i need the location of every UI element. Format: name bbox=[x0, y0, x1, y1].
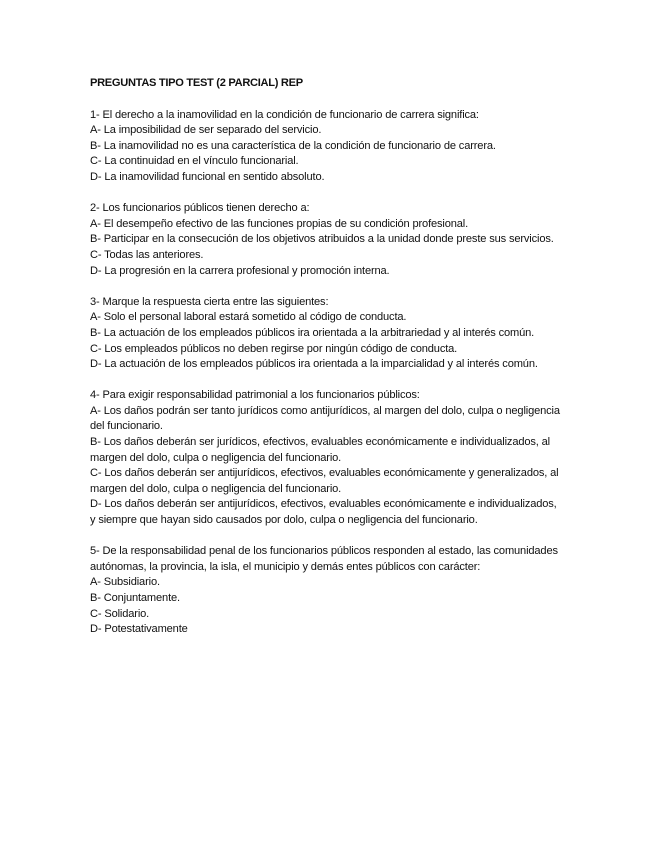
question-1 bbox=[90, 108, 560, 186]
option-c: C- Todas las anteriores. bbox=[90, 248, 204, 261]
option-b: B- La inamovilidad no es una característica de la condición de funcionario de carrera. bbox=[90, 139, 496, 152]
option-a: A- Los daños podrán ser tanto jurídicos como antijurídicos, al margen del dolo, culpa o negligencia del funcionario. bbox=[90, 404, 560, 433]
question-2 bbox=[90, 201, 560, 279]
option-a: A- Solo el personal laboral estará sometido al código de conducta. bbox=[90, 311, 407, 324]
question-text: 1- El derecho a la inamovilidad en la condición de funcionario de carrera significa: bbox=[90, 108, 479, 121]
question-text: 3- Marque la respuesta cierta entre las siguientes: bbox=[90, 295, 329, 308]
question-5 bbox=[90, 544, 560, 638]
option-b: B- Los daños deberán ser jurídicos, efectivos, evaluables económicamente e individualizados, al margen del dolo, culpa o negligencia del funcionario. bbox=[90, 436, 550, 464]
question-3 bbox=[90, 295, 560, 373]
question-text: 5- De la responsabilidad penal de los funcionarios públicos responden al estado, las comunidades autónomas, la provincia, la isla, el municipio y demás entes públicos con carácter: bbox=[90, 545, 558, 573]
option-d: D- La progresión en la carrera profesional y promoción interna. bbox=[90, 264, 390, 277]
option-c: C- Los empleados públicos no deben regirse por ningún código de conducta. bbox=[90, 342, 458, 355]
option-b: B- Conjuntamente. bbox=[90, 592, 180, 604]
option-c: C- Solidario. bbox=[90, 607, 150, 620]
option-d: D- Potestativamente bbox=[90, 623, 188, 636]
document-page bbox=[90, 76, 560, 653]
option-c: C- La continuidad en el vínculo funcionarial. bbox=[90, 155, 299, 168]
option-d: D- Los daños deberán ser antijurídicos, efectivos, evaluables económicamente e individualizados, y siempre que hayan sido causados por dolo, culpa o negligencia del funcionario. bbox=[90, 498, 557, 527]
option-a: A- El desempeño efectivo de las funciones propias de su condición profesional. bbox=[90, 217, 469, 230]
option-a: A- Subsidiario. bbox=[90, 576, 160, 589]
question-text: 2- Los funcionarios públicos tienen derecho a: bbox=[90, 202, 310, 215]
document-title: PREGUNTAS TIPO TEST (2 PARCIAL) REP bbox=[90, 77, 303, 89]
option-b: B- La actuación de los empleados públicos ira orientada a la arbitrariedad y al interés común. bbox=[90, 326, 535, 339]
question-4 bbox=[90, 388, 560, 528]
option-a: A- La imposibilidad de ser separado del servicio. bbox=[90, 124, 322, 137]
option-d: D- La actuación de los empleados públicos ira orientada a la imparcialidad y al interés común. bbox=[90, 358, 538, 371]
option-d: D- La inamovilidad funcional en sentido absoluto. bbox=[90, 170, 325, 183]
question-text: 4- Para exigir responsabilidad patrimonial a los funcionarios públicos: bbox=[90, 389, 420, 402]
option-c: C- Los daños deberán ser antijurídicos, efectivos, evaluables económicamente y generalizados, al margen del dolo, culpa o negligencia del funcionario. bbox=[90, 467, 559, 495]
option-b: B- Participar en la consecución de los objetivos atribuidos a la unidad donde preste sus servicios. bbox=[90, 233, 554, 246]
